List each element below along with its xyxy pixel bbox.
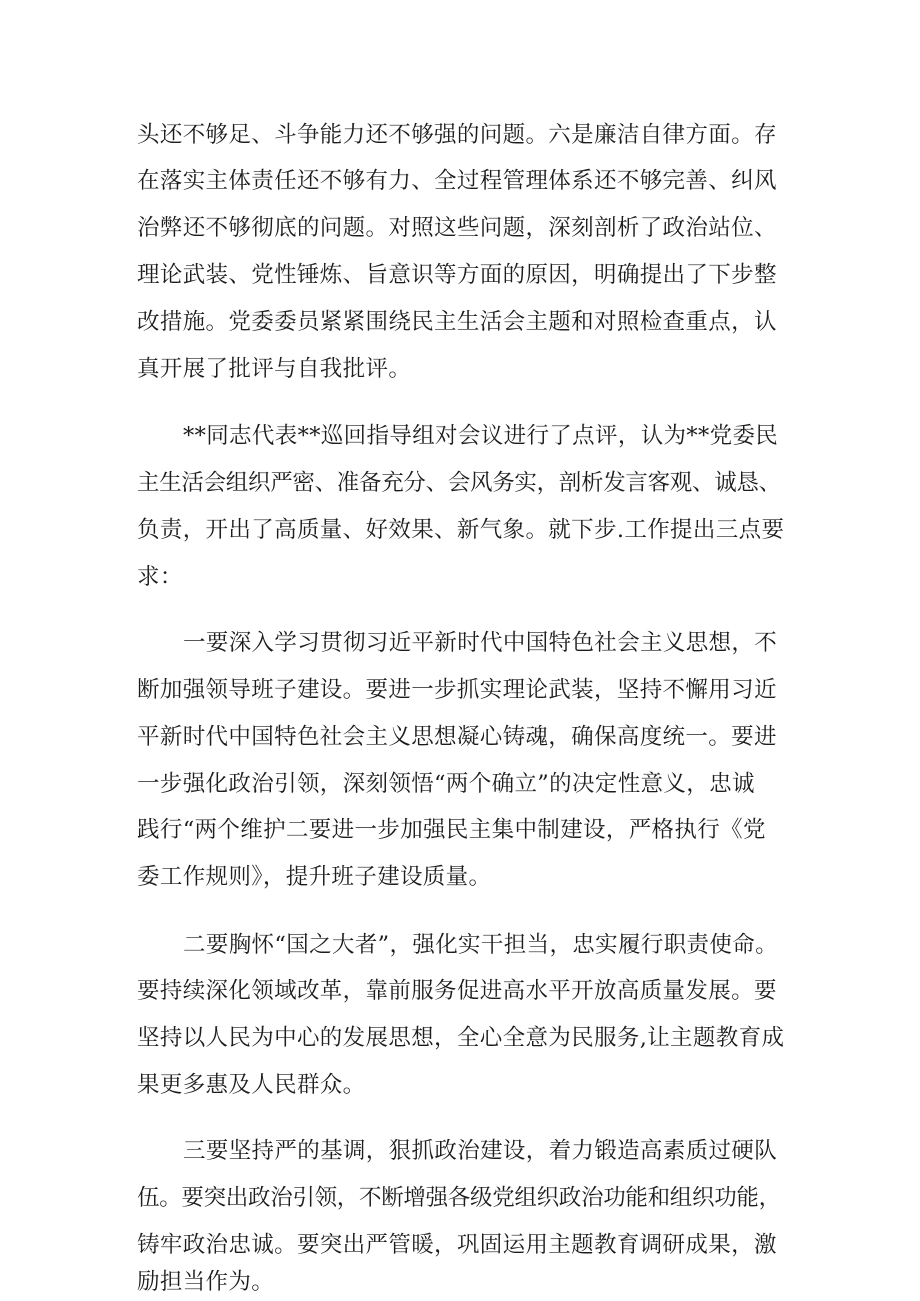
- paragraph-3-line-6: 委工作规则》，提升班子建设质量。: [137, 864, 492, 890]
- paragraph-1-line-2: 在落实主体责任还不够有力、全过程管理体系还不够完善、纠风: [137, 168, 777, 194]
- paragraph-2-line-1: **同志代表**巡回指导组对会议进行了点评，认为**党委民: [183, 423, 779, 449]
- paragraph-3-line-2: 断加强领导班子建设。要进一步抓实理论武装，坚持不懈用习近: [137, 677, 777, 703]
- paragraph-4-line-3: 坚持以人民为中心的发展思想，全心全意为民服务,让主题教育成: [137, 1025, 785, 1051]
- paragraph-1-line-1: 头还不够足、斗争能力还不够强的问题。六是廉洁自律方面。存: [137, 122, 777, 148]
- paragraph-1-line-6: 真开展了批评与自我批评。: [137, 356, 412, 382]
- paragraph-1-line-4: 理论武装、党性锤炼、旨意识等方面的原因，明确提出了下步整: [137, 262, 777, 288]
- paragraph-5-line-3: 铸牢政治忠诚。要突出严管暖，巩固运用主题教育调研成果，激: [137, 1232, 777, 1258]
- paragraph-3-line-1: 一要深入学习贯彻习近平新时代中国特色社会主义思想，不: [183, 630, 778, 656]
- paragraph-1-line-5: 改措施。党委委员紧紧围绕民主生活会主题和对照检查重点，认: [137, 309, 777, 335]
- paragraph-5-line-2: 伍。要突出政治引领，不断增强各级党组织政治功能和组织功能，: [137, 1185, 781, 1211]
- paragraph-5-line-1: 三要坚持严的基调，狠抓政治建设，着力锻造高素质过硬队: [183, 1138, 778, 1164]
- paragraph-3-line-5: 践行“两个维护二要进一步加强民主集中制建设，严格执行《党: [137, 817, 766, 843]
- paragraph-2-line-2: 主生活会组织严密、准备充分、会风务实，剖析发言客观、诚恳、: [137, 470, 781, 496]
- paragraph-5-line-4: 励担当作为。: [137, 1269, 275, 1295]
- paragraph-4-line-1: 二要胸怀“国之大者”，强化实干担当，忠实履行职责使命。: [183, 932, 778, 958]
- paragraph-4-line-2: 要持续深化领域改革，靠前服务促进高水平开放高质量发展。要: [137, 978, 777, 1004]
- paragraph-2-line-4: 求：: [137, 564, 183, 590]
- paragraph-2-line-3: 负责，开出了高质量、好效果、新气象。就下步.工作提出三点要: [137, 517, 785, 543]
- paragraph-3-line-3: 平新时代中国特色社会主义思想凝心铸魂，确保高度统一。要进: [137, 724, 777, 750]
- paragraph-1-line-3: 治弊还不够彻底的问题。对照这些问题，深刻剖析了政治站位、: [137, 215, 777, 241]
- paragraph-3-line-4: 一步强化政治引领，深刻领悟“两个确立”的决定性意义，忠诚: [137, 771, 755, 797]
- paragraph-4-line-4: 果更多惠及人民群众。: [137, 1072, 366, 1098]
